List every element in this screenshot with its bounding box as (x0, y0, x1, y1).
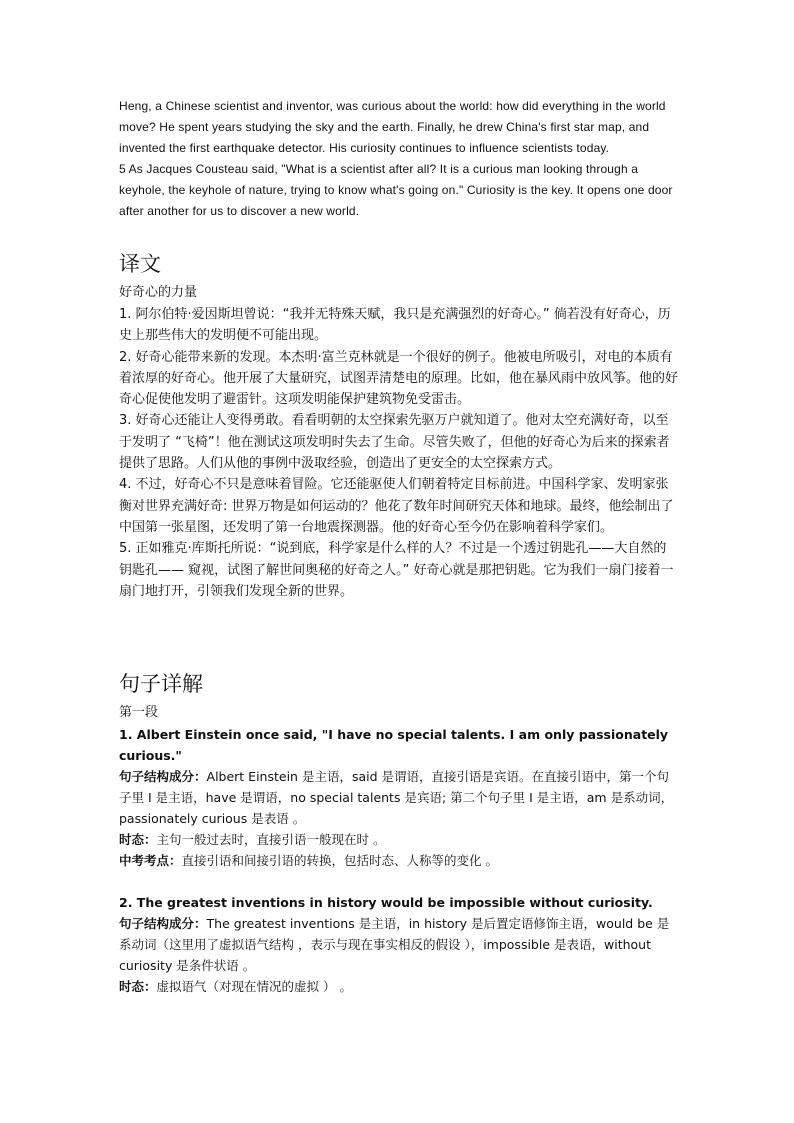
sentence-2-analysis (119, 892, 679, 997)
english-paragraph-4-continued: Heng, a Chinese scientist and inventor, was curious about the world: how did everything in the world move? He spent years studying the sky and the earth. Finally, he drew China's first star map, and invented the first earthquake detector. His curiosity continues to influence scientists today. (119, 99, 666, 155)
sentence-1-structure (119, 766, 679, 829)
structure-text: Albert Einstein 是主语，said 是谓语，直接引语是宾语。在直接引语中，第一个句子里 I 是主语，have 是谓语，no special talents 是宾语; 第二个句子里 I 是主语，am 是系动词，passionately curious 是表语 。 (119, 769, 674, 827)
section-label: 第一段 (119, 705, 159, 721)
sentence-2-structure (119, 913, 679, 976)
sentence-analysis-heading: 句子详解 (119, 672, 203, 697)
tense-label: 时态： (119, 979, 157, 995)
exam-text: 直接引语和间接引语的转换，包括时态、人称等的变化 。 (181, 853, 498, 869)
sentence-1-analysis (119, 724, 679, 871)
tense-text: 虚拟语气（对现在情况的虚拟 ） 。 (156, 979, 352, 995)
translation-paragraph: 3. 好奇心还能让人变得勇敢。看看明朝的太空探索先驱万户就知道了。他对太空充满好奇，以至于发明了 “飞椅”！他在测试这项发明时失去了生命。尽管失败了，但他的好奇心为后来的探索者提供了思路。人们从他的事例中汲取经验，创造出了更安全的太空探索方式。 (119, 413, 670, 472)
translation-heading: 译文 (119, 252, 161, 276)
structure-label: 句子结构成分： (119, 769, 207, 785)
sentence-2-tense (119, 976, 679, 997)
tense-label: 时态： (119, 832, 157, 848)
tense-text: 主句一般过去时，直接引语一般现在时 。 (156, 832, 386, 848)
translation-paragraph: 2. 好奇心能带来新的发现。本杰明·富兰克林就是一个很好的例子。他被电所吸引，对电的本质有着浓厚的好奇心。他开展了大量研究，试图弄清楚电的原理。比如，他在暴风雨中放风筝。他的好奇心促使他发明了避雷针。这项发明能保护建筑物免受雷击。 (119, 349, 679, 408)
sentence-1: 1. Albert Einstein once said, "I have no special talents. I am only passionately curious." (119, 727, 669, 764)
english-text (119, 96, 679, 222)
sentence-2: 2. The greatest inventions in history would be impossible without curiosity. (119, 895, 653, 911)
translation-paragraph: 5. 正如雅克·库斯托所说：“说到底，科学家是什么样的人？不过是一个透过钥匙孔——大自然的钥匙孔—— 窥视，试图了解世间奥秘的好奇之人。” 好奇心就是那把钥匙。它为我们一扇门接着一扇门地打开，引领我们发现全新的世界。 (119, 541, 674, 599)
document-page (119, 96, 679, 997)
translation-paragraph: 4. 不过，好奇心不只是意味着冒险。它还能驱使人们朝着特定目标前进。中国科学家、发明家张衡对世界充满好奇: 世界万物是如何运动的？他花了数年时间研究天体和地球。最终，他绘制出了中国第一张星图，还发明了第一台地震探测器。他的好奇心至今仍在影响着科学家们。 (119, 477, 674, 535)
translation-body (119, 304, 679, 602)
structure-text: The greatest inventions 是主语，in history 是后置定语修饰主语，would be 是系动词（这里用了虚拟语气结构 ，表示与现在事实相反的假设 ），impossible 是表语，without curiosity 是条件状语 。 (119, 916, 670, 974)
sentence-1-tense (119, 829, 679, 850)
sentence-1-exam-point (119, 850, 679, 871)
translation-paragraph: 1. 阿尔伯特·爱因斯坦曾说：“我并无特殊天赋，我只是充满强烈的好奇心。” 倘若没有好奇心，历史上那些伟大的发明便不可能出现。 (119, 307, 671, 344)
english-paragraph-5: 5 As Jacques Cousteau said, "What is a scientist after all? It is a curious man looking through a keyhole, the keyhole of nature, trying to know what's going on." Curiosity is the key. It opens one door after another for us to discover a new world. (119, 162, 673, 218)
structure-label: 句子结构成分： (119, 916, 207, 932)
translation-title: 好奇心的力量 (119, 285, 198, 300)
exam-label: 中考考点： (119, 853, 182, 869)
